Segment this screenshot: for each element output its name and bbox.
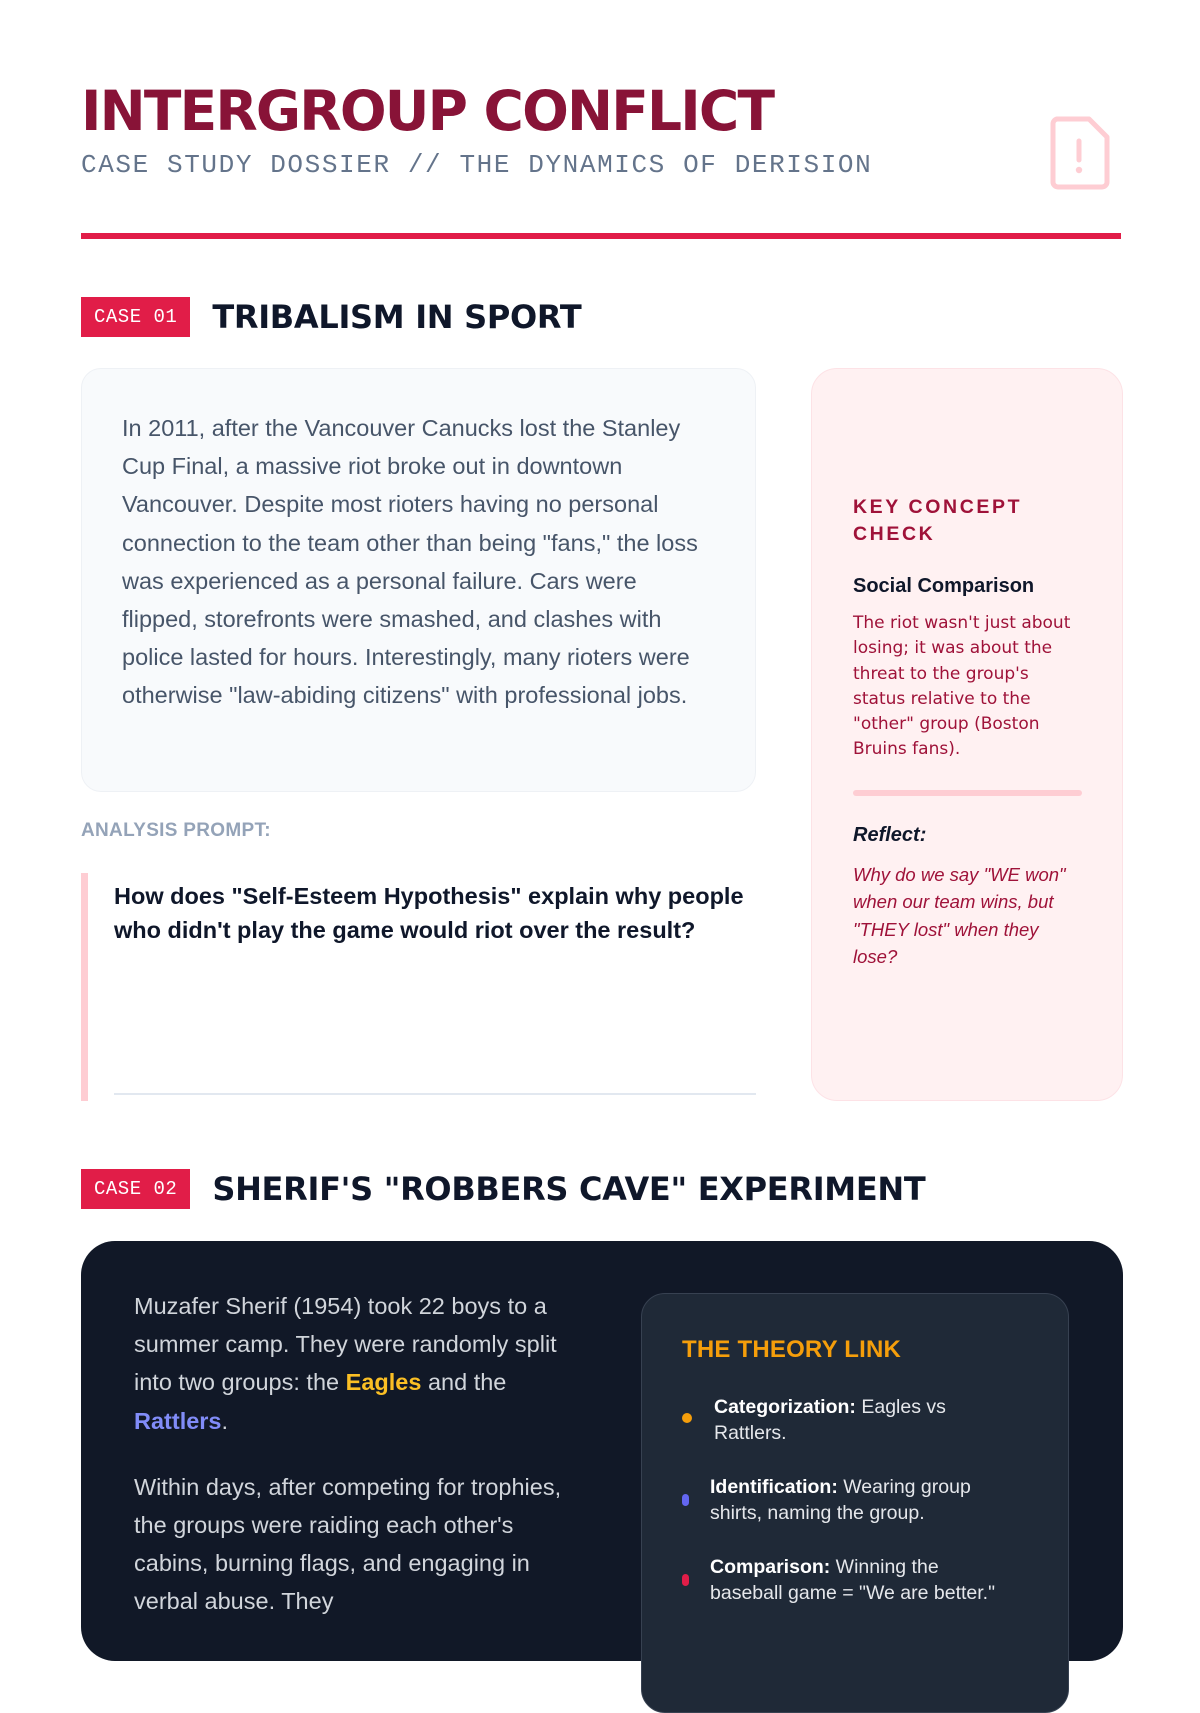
case-title: TRIBALISM IN SPORT: [212, 298, 582, 336]
analysis-prompt: [81, 873, 756, 1101]
bullet-dot-icon: [682, 1494, 689, 1506]
theory-item-text: Wearing group shirts, naming the group.: [710, 1476, 971, 1524]
case-tag: CASE 02: [81, 1169, 190, 1209]
theory-link-heading: THE THEORY LINK: [682, 1336, 902, 1363]
theory-link-panel: [641, 1293, 1069, 1713]
page-header: [81, 78, 1121, 242]
case-02-header: [81, 1169, 925, 1209]
bullet-dot-icon: [682, 1574, 689, 1586]
theory-item-term: Categorization:: [714, 1396, 856, 1418]
theory-item-comparison: [682, 1554, 1002, 1606]
analysis-prompt-question: How does "Self-Esteem Hypothesis" explain why people who didn't play the game would riot over the result?: [114, 883, 744, 943]
document-alert-icon: [1049, 116, 1111, 190]
case-story-text: In 2011, after the Vancouver Canucks lost the Stanley Cup Final, a massive riot broke out in downtown Vancouver. Despite most rioters having no personal connection to the team other than being "fans," the loss was experienced as a personal failure. Cars were flipped, storefronts were smashed, and clashes with police lasted for hours. Interestingly, many rioters were otherwise "law-abiding citizens" with professional jobs.: [122, 415, 698, 709]
robbers-cave-text: [134, 1287, 574, 1621]
key-concept-description: The riot wasn't just about losing; it was about the threat to the group's status relative to the "other" group (Boston Bruins fans).: [853, 613, 1071, 760]
key-concept-divider: [853, 790, 1082, 796]
theory-item-term: Comparison:: [710, 1556, 831, 1578]
paragraph-text: Muzafer Sherif (1954) took 22 boys to a summer camp. They were randomly split into two groups: the: [134, 1293, 557, 1396]
key-concept-card: [811, 368, 1123, 1101]
analysis-prompt-label: ANALYSIS PROMPT:: [81, 820, 271, 841]
page-title: INTERGROUP CONFLICT: [81, 79, 774, 143]
robbers-cave-card: [81, 1241, 1123, 1661]
theory-item-categorization: [682, 1394, 1002, 1446]
theory-item-text: Winning the baseball game = "We are better.": [710, 1556, 996, 1604]
answer-line[interactable]: [114, 1093, 756, 1095]
key-concept-term: Social Comparison: [853, 575, 1035, 597]
paragraph-text: and the: [421, 1369, 507, 1396]
bullet-dot-icon: [682, 1413, 692, 1423]
case-tag: CASE 01: [81, 297, 190, 337]
theory-item-identification: [682, 1474, 1002, 1526]
case-01-header: [81, 297, 581, 337]
robbers-cave-paragraph: Within days, after competing for trophies, the groups were raiding each other's cabins, burning flags, and engaging in verbal abuse. They: [134, 1473, 562, 1615]
group-rattlers: Rattlers: [134, 1407, 222, 1434]
header-divider: [81, 233, 1121, 239]
key-concept-heading: KEY CONCEPT CHECK: [853, 496, 1023, 545]
reflect-label: Reflect:: [853, 823, 927, 846]
paragraph-text: .: [221, 1407, 229, 1434]
case-story-box: [81, 368, 756, 792]
theory-item-term: Identification:: [710, 1476, 838, 1498]
page-subtitle: CASE STUDY DOSSIER // THE DYNAMICS OF DERISION: [81, 150, 873, 180]
robbers-cave-paragraph: [134, 1287, 574, 1440]
group-eagles: Eagles: [345, 1369, 422, 1396]
case-title: SHERIF'S "ROBBERS CAVE" EXPERIMENT: [212, 1170, 926, 1208]
reflect-question: Why do we say "WE won" when our team wins, but "THEY lost" when they lose?: [853, 863, 1066, 968]
theory-item-text: Eagles vs Rattlers.: [714, 1396, 946, 1444]
